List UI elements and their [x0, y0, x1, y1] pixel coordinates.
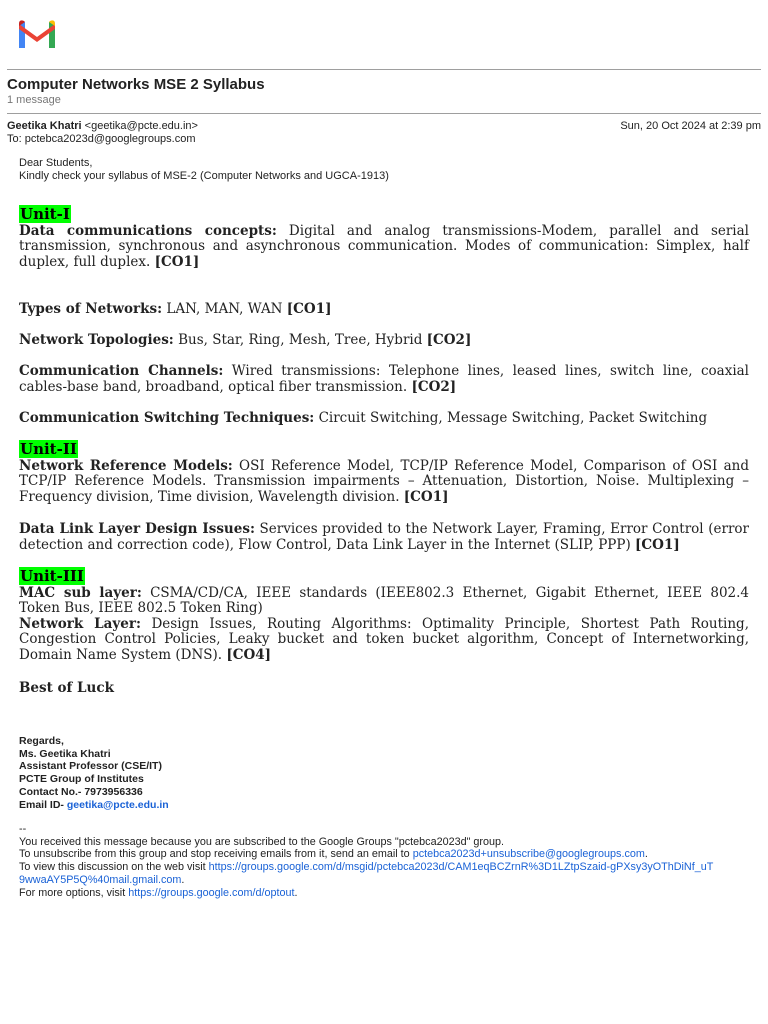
signature-org: PCTE Group of Institutes	[19, 773, 144, 786]
footer-discussion-line	[19, 861, 719, 886]
unit3-p1-text: CSMA/CD/CA, IEEE standards (IEEE802.3 Ethernet, Gigabit Ethernet, IEEE 802.4 Token Bus, IEEE 802.5 Token Ring)	[19, 584, 750, 617]
unit1-p3-text: Bus, Star, Ring, Mesh, Tree, Hybrid	[173, 332, 427, 348]
signature-block	[19, 735, 169, 811]
unit2-p2-co: [CO1]	[635, 536, 680, 553]
optout-link[interactable]: https://groups.google.com/d/optout	[128, 886, 295, 899]
greeting: Dear Students,	[19, 157, 93, 169]
unit3-mac-paragraph	[19, 586, 749, 617]
recipient-line: To: pctebca2023d@googlegroups.com	[7, 133, 196, 145]
unit1-data-comm-paragraph	[19, 224, 749, 271]
footer-unsubscribe-text: To unsubscribe from this group and stop receiving emails from it, send an email to	[19, 848, 413, 861]
footer-options-text: For more options, visit	[19, 886, 129, 899]
unsubscribe-link[interactable]: pctebca2023d+unsubscribe@googlegroups.com	[412, 848, 645, 861]
footer-discussion-text: To view this discussion on the web visit	[19, 861, 209, 874]
unit2-block	[19, 442, 749, 505]
unit2-reference-models-paragraph	[19, 459, 749, 506]
unit2-p2-label: Data Link Layer Design Issues:	[19, 521, 255, 537]
footer-unsubscribe-line	[19, 848, 719, 861]
footer-options-end: .	[294, 886, 298, 899]
unit1-heading: Unit-I	[20, 205, 70, 223]
sender-email: <geetika@pcte.edu.in>	[84, 120, 198, 132]
unit1-switching-paragraph	[19, 411, 749, 427]
unit1-p3-label: Network Topologies:	[19, 332, 174, 348]
unit1-topologies-paragraph	[19, 333, 749, 349]
unit2-p1-label: Network Reference Models:	[19, 457, 233, 474]
signature-email-link[interactable]: geetika@pcte.edu.in	[66, 798, 169, 811]
unit2-p2-text: Services provided to the Network Layer, Framing, Error Control (error detection and correction code), Flow Control, Data Link Layer in the Internet (SLIP, PPP)	[19, 521, 749, 553]
footer-unsubscribe-end: .	[644, 848, 648, 861]
unit3-p1-label: MAC sub layer:	[19, 584, 142, 601]
unit3-p2-co: [CO4]	[226, 646, 272, 663]
unit2-p1-co: [CO1]	[403, 488, 449, 505]
unit1-types-paragraph	[19, 302, 749, 318]
closing-line	[19, 681, 749, 697]
unit3-p2-text: Design Issues, Routing Algorithms: Optimality Principle, Shortest Path Routing, Congestion Control Policies, Leaky bucket and token bucket algorithm, Concept of Internetworking, Domain Name System (DNS).	[19, 615, 749, 663]
message-count: 1 message	[7, 94, 61, 106]
email-date: Sun, 20 Oct 2024 at 2:39 pm	[620, 120, 761, 132]
footer-subscription-notice: You received this message because you are subscribed to the Google Groups "pctebca2023d" group.	[19, 835, 505, 848]
unit1-p4-co: [CO2]	[411, 378, 457, 395]
unit1-p3-co: [CO2]	[426, 332, 472, 348]
unit1-p2-text: LAN, MAN, WAN	[162, 301, 287, 317]
subject-divider	[7, 113, 761, 114]
unit3-heading: Unit-III	[20, 567, 84, 585]
unit1-p1-label: Data communications concepts:	[19, 222, 277, 239]
email-subject: Computer Networks MSE 2 Syllabus	[7, 76, 265, 93]
signature-regards: Regards,	[19, 735, 64, 747]
sender-name: Geetika Khatri	[7, 120, 82, 132]
group-footer	[19, 823, 719, 899]
unit1-block	[19, 207, 749, 270]
unit1-p4-label: Communication Channels:	[19, 363, 224, 379]
signature-title: Assistant Professor (CSE/IT)	[19, 760, 162, 773]
unit1-p5-label: Communication Switching Techniques:	[19, 410, 315, 426]
unit1-p4-text: Wired transmissions: Telephone lines, leased lines, switch line, coaxial cables-base band, broadband, optical fiber transmission.	[19, 363, 749, 395]
unit1-channels-paragraph	[19, 364, 749, 395]
footer-discussion-end: .	[181, 873, 185, 886]
signature-contact: Contact No.- 7973956336	[19, 785, 143, 798]
unit1-p1-co: [CO1]	[154, 253, 200, 270]
intro-text: Kindly check your syllabus of MSE-2 (Computer Networks and UGCA-1913)	[19, 170, 389, 182]
footer-dashes: --	[19, 823, 27, 835]
sender-line	[7, 120, 198, 132]
footer-options-line	[19, 887, 719, 900]
unit3-network-layer-paragraph	[19, 617, 749, 664]
unit2-p1-text: OSI Reference Model, TCP/IP Reference Model, Comparison of OSI and TCP/IP Reference Models. Transmission impairments – Attenuation, Distortion, Noise. Multiplexing – Frequency division, Time division, Wavelength division.	[19, 457, 749, 505]
signature-email-line	[19, 799, 169, 812]
gmail-logo-icon	[16, 18, 58, 50]
unit2-data-link-paragraph	[19, 522, 749, 553]
unit2-heading: Unit-II	[20, 440, 77, 458]
unit1-p2-co: [CO1]	[286, 301, 332, 317]
greeting-block	[19, 157, 389, 183]
closing-text: Best of Luck	[19, 680, 114, 696]
header-divider	[7, 69, 761, 70]
unit3-p2-label: Network Layer:	[19, 615, 141, 632]
discussion-link[interactable]: https://groups.google.com/d/msgid/pctebca2023d/CAM1eqBCZrnR%3D1LZtpSzaid-gPXsy3yOThDiNf_uT9wwaAY5P5Q%40mail.gmail.com	[19, 861, 714, 886]
unit1-p1-text: Digital and analog transmissions-Modem, parallel and serial transmission, synchronous and asynchronous communication. Modes of communication: Simplex, half duplex, full duplex.	[19, 222, 749, 270]
unit3-block	[19, 569, 749, 664]
unit1-p2-label: Types of Networks:	[19, 301, 163, 317]
unit1-p5-text: Circuit Switching, Message Switching, Packet Switching	[314, 410, 708, 426]
signature-name: Ms. Geetika Khatri	[19, 747, 111, 760]
signature-email-label: Email ID-	[19, 798, 67, 811]
